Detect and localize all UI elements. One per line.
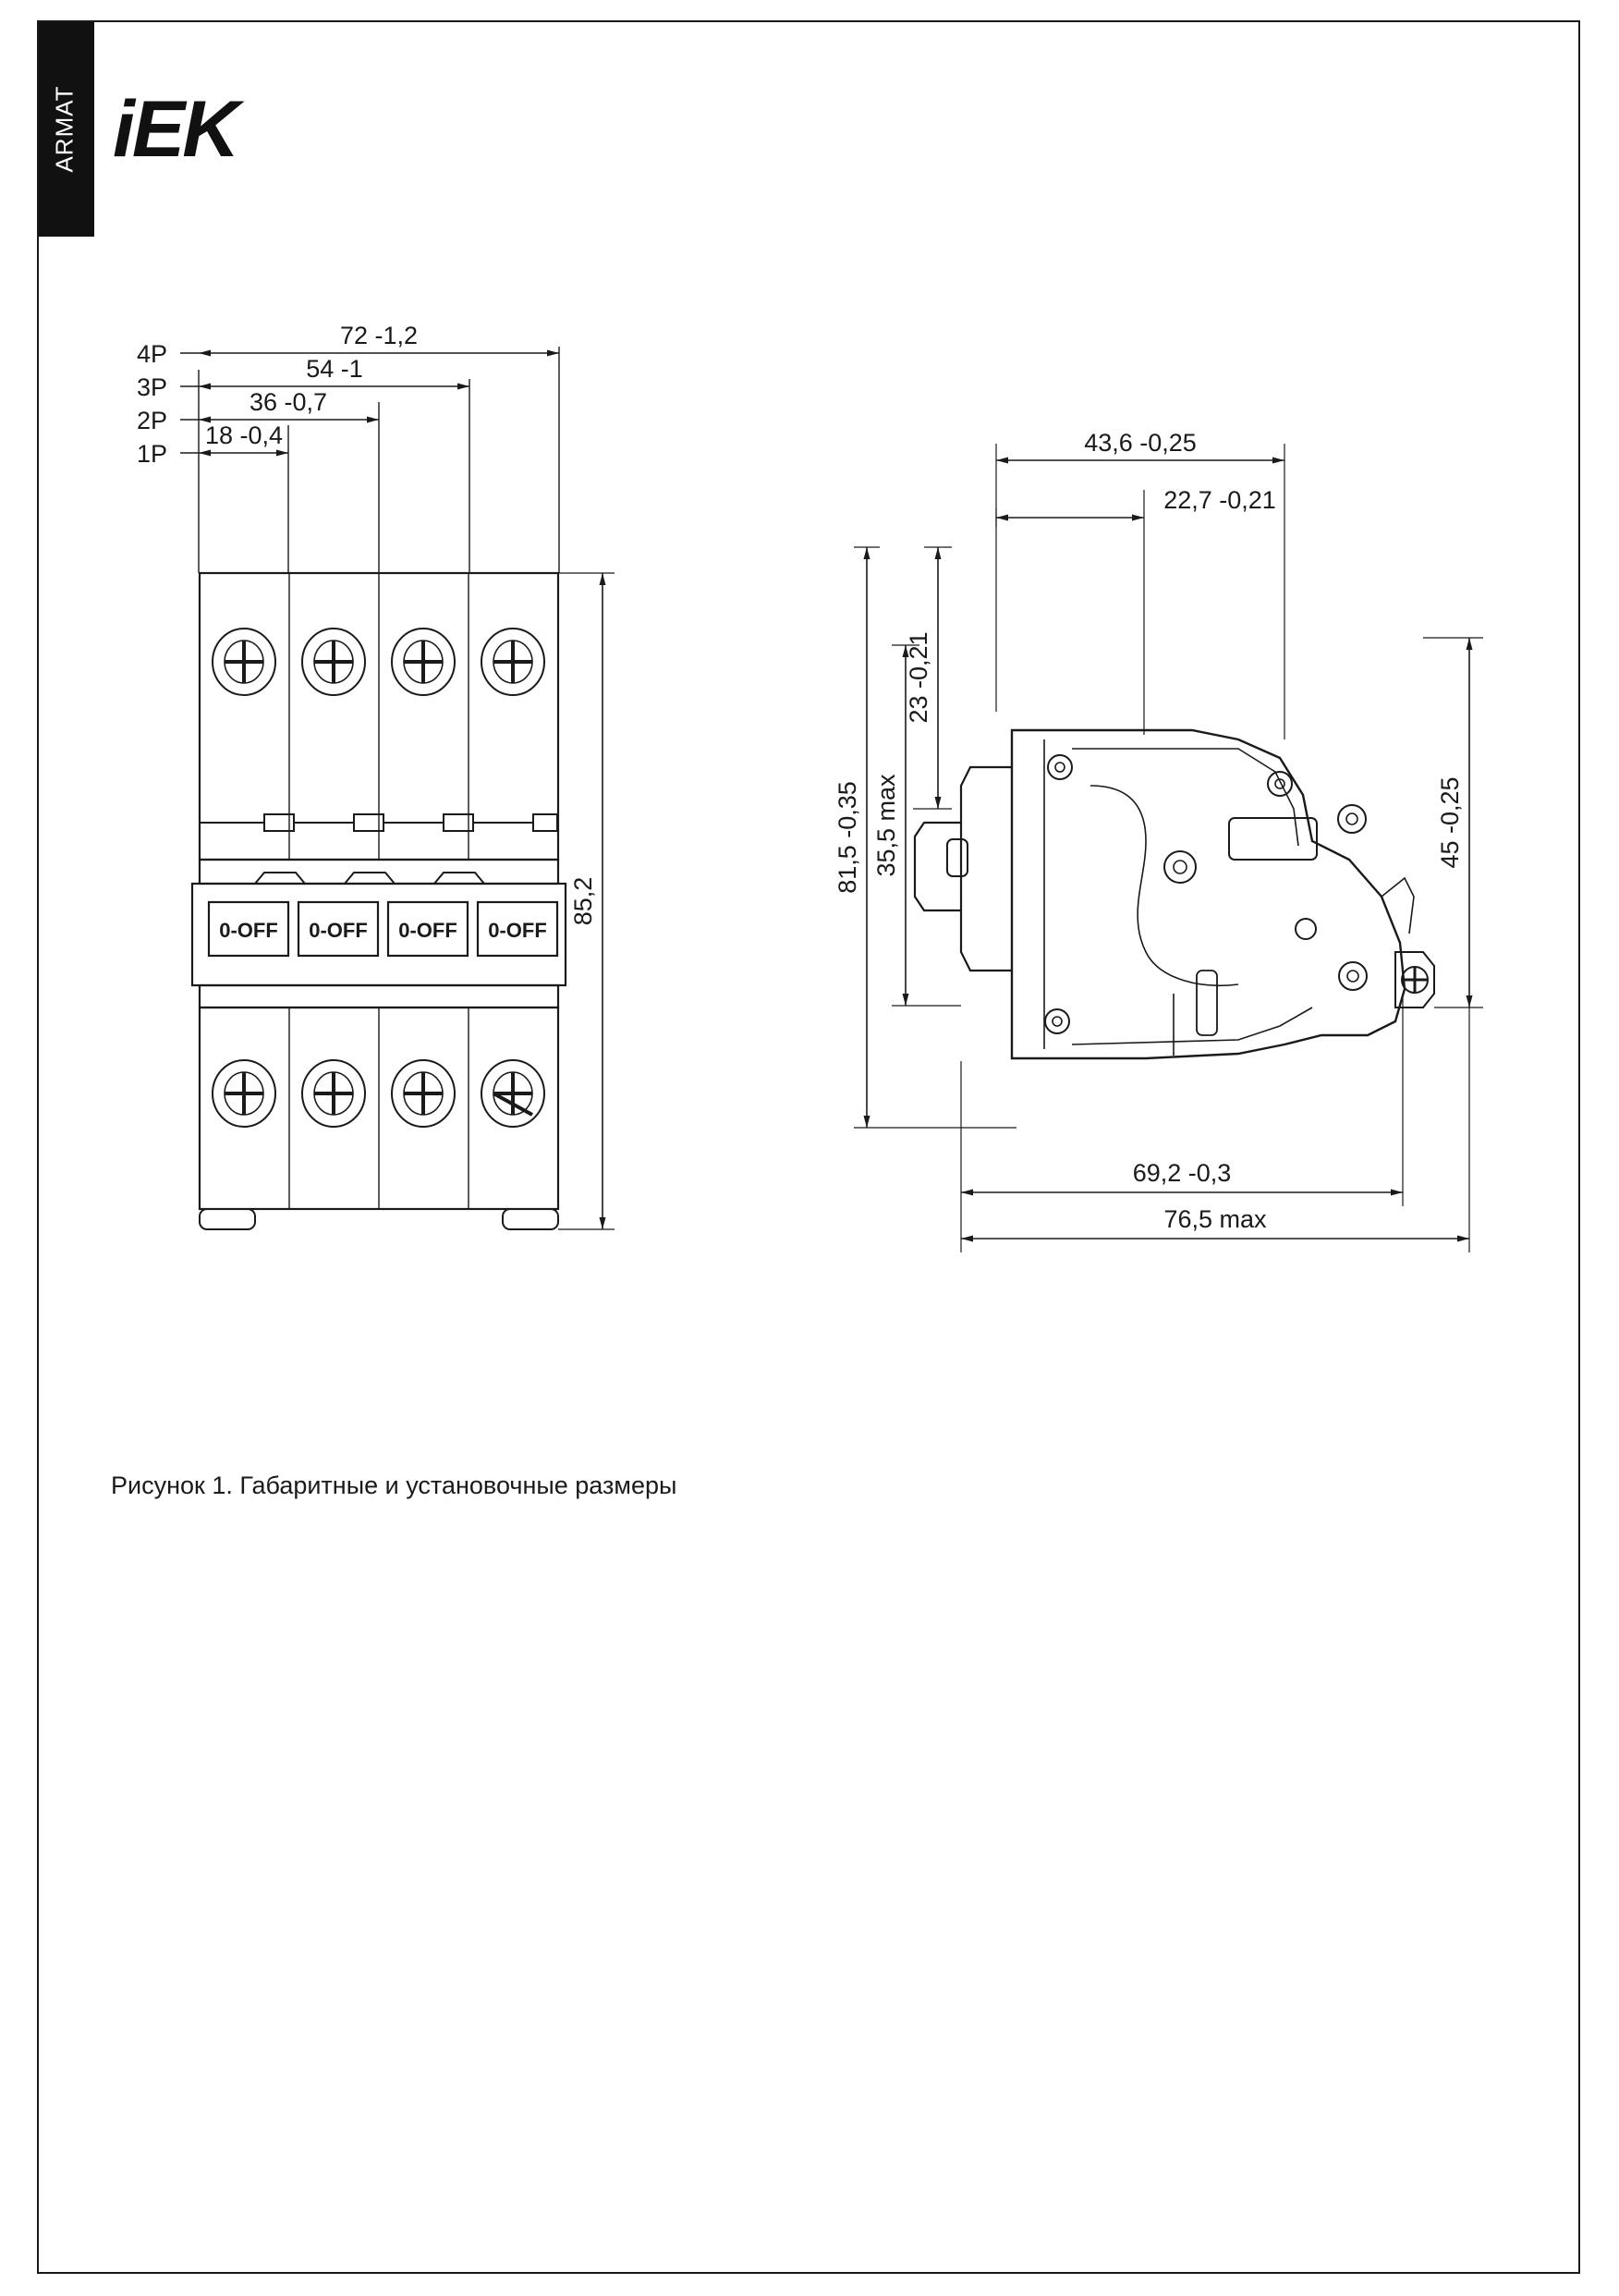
dimension-width-2p: 36 -0,7 xyxy=(249,388,328,416)
pole-label-4p: 4P xyxy=(137,340,168,368)
dimension-front-height: 85,2 xyxy=(569,876,597,926)
dimension-overall-length: 76,5 max xyxy=(1163,1205,1267,1233)
brand-side-tab xyxy=(39,22,94,237)
switch-label-2: 0-OFF xyxy=(309,919,368,942)
dimension-width-3p: 54 -1 xyxy=(306,355,363,383)
pole-label-3p: 3P xyxy=(137,373,168,401)
brand-side-tab-label: ARMAT xyxy=(50,85,79,173)
dimension-body-length: 69,2 -0,3 xyxy=(1132,1159,1232,1187)
dimension-din-depth: 23 -0,21 xyxy=(905,631,932,724)
dimension-total-height: 81,5 -0,35 xyxy=(834,781,861,894)
figure-caption: Рисунок 1. Габаритные и установочные размеры xyxy=(111,1472,677,1499)
brand-logo xyxy=(94,22,353,237)
dimension-right-height: 45 -0,25 xyxy=(1436,776,1464,869)
dimension-top-width: 43,6 -0,25 xyxy=(1084,429,1197,457)
dimension-inner-width: 22,7 -0,21 xyxy=(1163,486,1276,514)
pole-label-2p: 2P xyxy=(137,407,168,434)
dimension-din-max: 35,5 max xyxy=(872,774,900,877)
switch-label-1: 0-OFF xyxy=(219,919,278,942)
technical-drawing xyxy=(37,305,1580,1396)
pole-label-1p: 1P xyxy=(137,440,168,468)
dimension-width-1p: 18 -0,4 xyxy=(204,421,284,449)
brand-logo-text: iEK xyxy=(113,84,237,174)
dimension-width-4p: 72 -1,2 xyxy=(339,322,419,349)
switch-label-3: 0-OFF xyxy=(398,919,457,942)
switch-label-4: 0-OFF xyxy=(488,919,547,942)
